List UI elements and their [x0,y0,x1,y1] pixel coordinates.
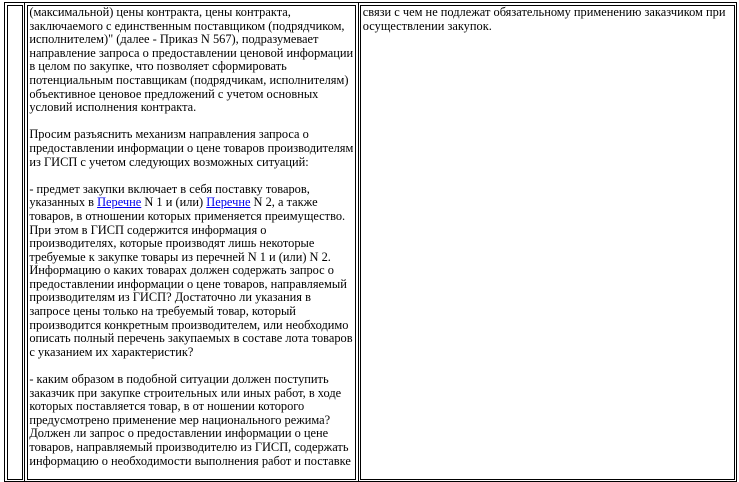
question-item-1 [29,183,353,360]
paragraph-gap [29,359,353,373]
answer-text: связи с чем не подлежат обязательному применению заказчиком при осуществлении закупок. [362,5,726,33]
paragraph-gap [29,115,353,129]
table-row [5,3,737,482]
question-cell [25,3,358,482]
item-1-text-start: - предмет закупки включает в себя поставку товаров, указанных в [29,181,310,210]
number-cell [5,3,25,482]
paragraph-gap [29,169,353,183]
list-1-link[interactable]: Перечне [97,195,142,210]
question-intro: (максимальной) цены контракта, цены контракта, заключаемого с единственным поставщиком (подрядчиком, исполнителем)" (далее - Приказ N 567), подразумевает направление запроса о предоставлении ценовой информации в целом по закупке, что позволяет сформировать потенциальным поставщикам (подрядчикам, исполнителям) объективное ценовое предложений с учетом основных условий исполнения контракта. [29,5,354,115]
list-2-link[interactable]: Перечне [206,195,251,210]
item-1-text-middle: N 1 и (или) [141,195,207,210]
answer-cell [358,3,736,482]
question-item-2: - каким образом в подобной ситуации должен поступить заказчик при закупке строительных или иных работ, в ходе которых поставляется товар, в от ношении которого предусмотрено применение мер национального режима? Должен ли запрос о предоставлении информации о цене товаров, направляемый производителю из ГИСП, содержать информацию о необходимости выполнения работ и поставке [29,372,351,468]
question-request: Просим разъяснить механизм направления запроса о предоставлении информации о цене товаров производителям из ГИСП с учетом следующих возможных ситуаций: [29,127,354,169]
document-table [4,2,737,482]
item-1-text-end: N 2, а также товаров, в отношении которых применяется преимущество. При этом в ГИСП содержится информация о производителях, которые производят лишь некоторые требуемые к закупке товары из перечней N 1 и (или) N 2. Информацию о каких товарах должен содержать запрос о предоставлении информации о цене товаров, направляемый производителям из ГИСП? Достаточно ли указания в запросе цены только на требуемый товар, который производится конкретным производителем, или необходимо описать полный перечень закупаемых в составе лота товаров с указанием их характеристик? [29,195,353,359]
